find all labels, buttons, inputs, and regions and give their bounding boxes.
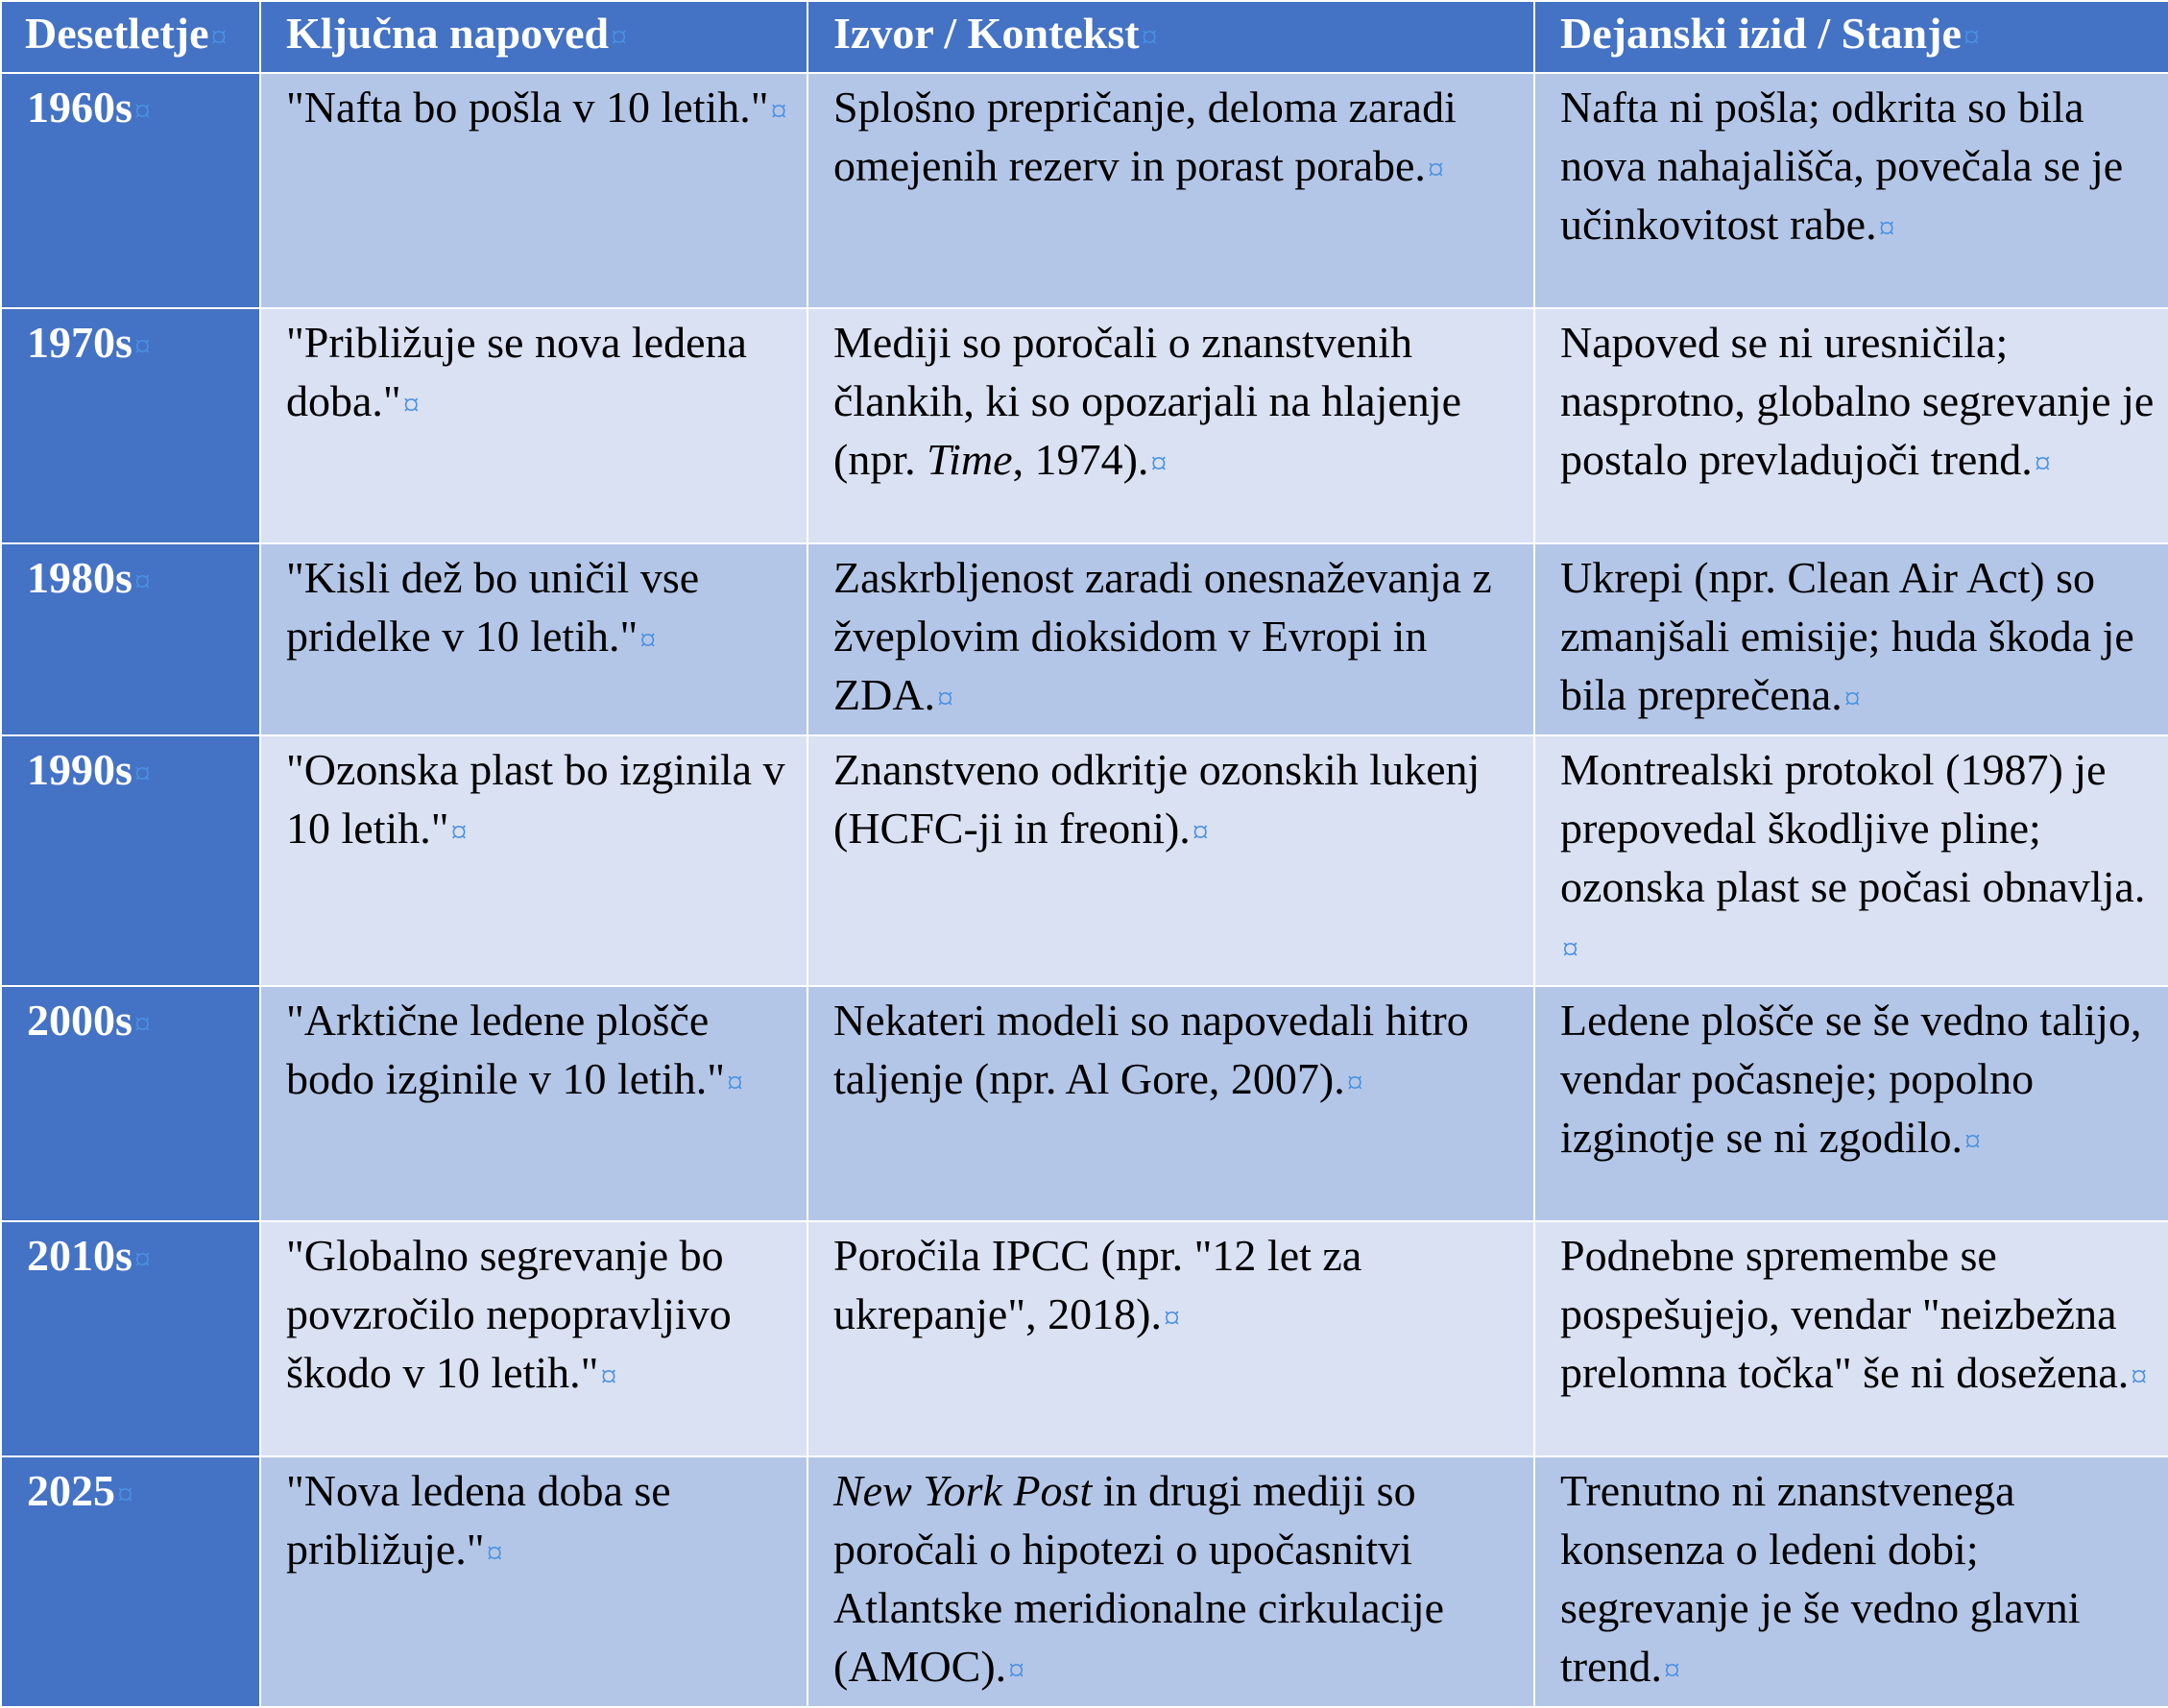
header-row (1, 1, 2168, 73)
prediction-cell: "Ozonska plast bo izginila v 10 letih."¤ (260, 735, 807, 986)
decade-cell: 2010s¤ (1, 1221, 260, 1456)
table-row (1, 308, 2168, 543)
prediction-cell: "Nafta bo pošla v 10 letih."¤ (260, 73, 807, 308)
source-cell: Poročila IPCC (npr. "12 let za ukrepanje", 2018).¤ (807, 1221, 1534, 1456)
publication-title: Time (927, 435, 1013, 484)
table-row (1, 543, 2168, 735)
decade-cell: 1990s¤ (1, 735, 260, 986)
outcome-cell: Montrealski protokol (1987) je prepovedal škodljive pline; ozonska plast se počasi obnavlja.¤ (1534, 735, 2168, 986)
source-cell: Znanstveno odkritje ozonskih lukenj (HCFC-ji in freoni).¤ (807, 735, 1534, 986)
outcome-cell: Podnebne spremembe se pospešujejo, vendar "neizbežna prelomna točka" še ni dosežena.¤ (1534, 1221, 2168, 1456)
source-cell: Zaskrbljenost zaradi onesnaževanja z žveplovim dioksidom v Evropi in ZDA.¤ (807, 543, 1534, 735)
prediction-cell: "Približuje se nova ledena doba."¤ (260, 308, 807, 543)
header-source: Izvor / Kontekst¤ (807, 1, 1534, 73)
outcome-cell: Nafta ni pošla; odkrita so bila nova nahajališča, povečala se je učinkovitost rabe.¤ (1534, 73, 2168, 308)
table-row (1, 73, 2168, 308)
decade-cell: 1980s¤ (1, 543, 260, 735)
decade-cell: 1970s¤ (1, 308, 260, 543)
prediction-cell: "Arktične ledene plošče bodo izginile v 10 letih."¤ (260, 986, 807, 1221)
header-outcome: Dejanski izid / Stanje¤ (1534, 1, 2168, 73)
table-row (1, 1221, 2168, 1456)
header-prediction: Ključna napoved¤ (260, 1, 807, 73)
prediction-cell: "Nova ledena doba se približuje."¤ (260, 1456, 807, 1707)
outcome-cell: Trenutno ni znanstvenega konsenza o ledeni dobi; segrevanje je še vedno glavni trend.¤ (1534, 1456, 2168, 1707)
outcome-cell: Ledene plošče se še vedno talijo, vendar počasneje; popolno izginotje se ni zgodilo.¤ (1534, 986, 2168, 1221)
decade-cell: 1960s¤ (1, 73, 260, 308)
prediction-cell: "Globalno segrevanje bo povzročilo nepopravljivo škodo v 10 letih."¤ (260, 1221, 807, 1456)
source-cell: Splošno prepričanje, deloma zaradi omejenih rezerv in porast porabe.¤ (807, 73, 1534, 308)
prediction-cell: "Kisli dež bo uničil vse pridelke v 10 letih."¤ (260, 543, 807, 735)
outcome-cell: Ukrepi (npr. Clean Air Act) so zmanjšali emisije; huda škoda je bila preprečena.¤ (1534, 543, 2168, 735)
decade-cell: 2000s¤ (1, 986, 260, 1221)
source-cell: Mediji so poročali o znanstvenih člankih, ki so opozarjali na hlajenje (npr. Time, 1974).¤ (807, 308, 1534, 543)
table-row (1, 735, 2168, 986)
source-cell: New York Post in drugi mediji so poročali o hipotezi o upočasnitvi Atlantske meridionalne cirkulacije (AMOC).¤ (807, 1456, 1534, 1707)
decade-cell: 2025¤ (1, 1456, 260, 1707)
table-row (1, 1456, 2168, 1707)
outcome-cell: Napoved se ni uresničila; nasprotno, globalno segrevanje je postalo prevladujoči trend.¤ (1534, 308, 2168, 543)
source-cell: Nekateri modeli so napovedali hitro taljenje (npr. Al Gore, 2007).¤ (807, 986, 1534, 1221)
table-row (1, 986, 2168, 1221)
publication-title: New York Post (833, 1466, 1093, 1515)
header-decade: Desetletje¤ (1, 1, 260, 73)
